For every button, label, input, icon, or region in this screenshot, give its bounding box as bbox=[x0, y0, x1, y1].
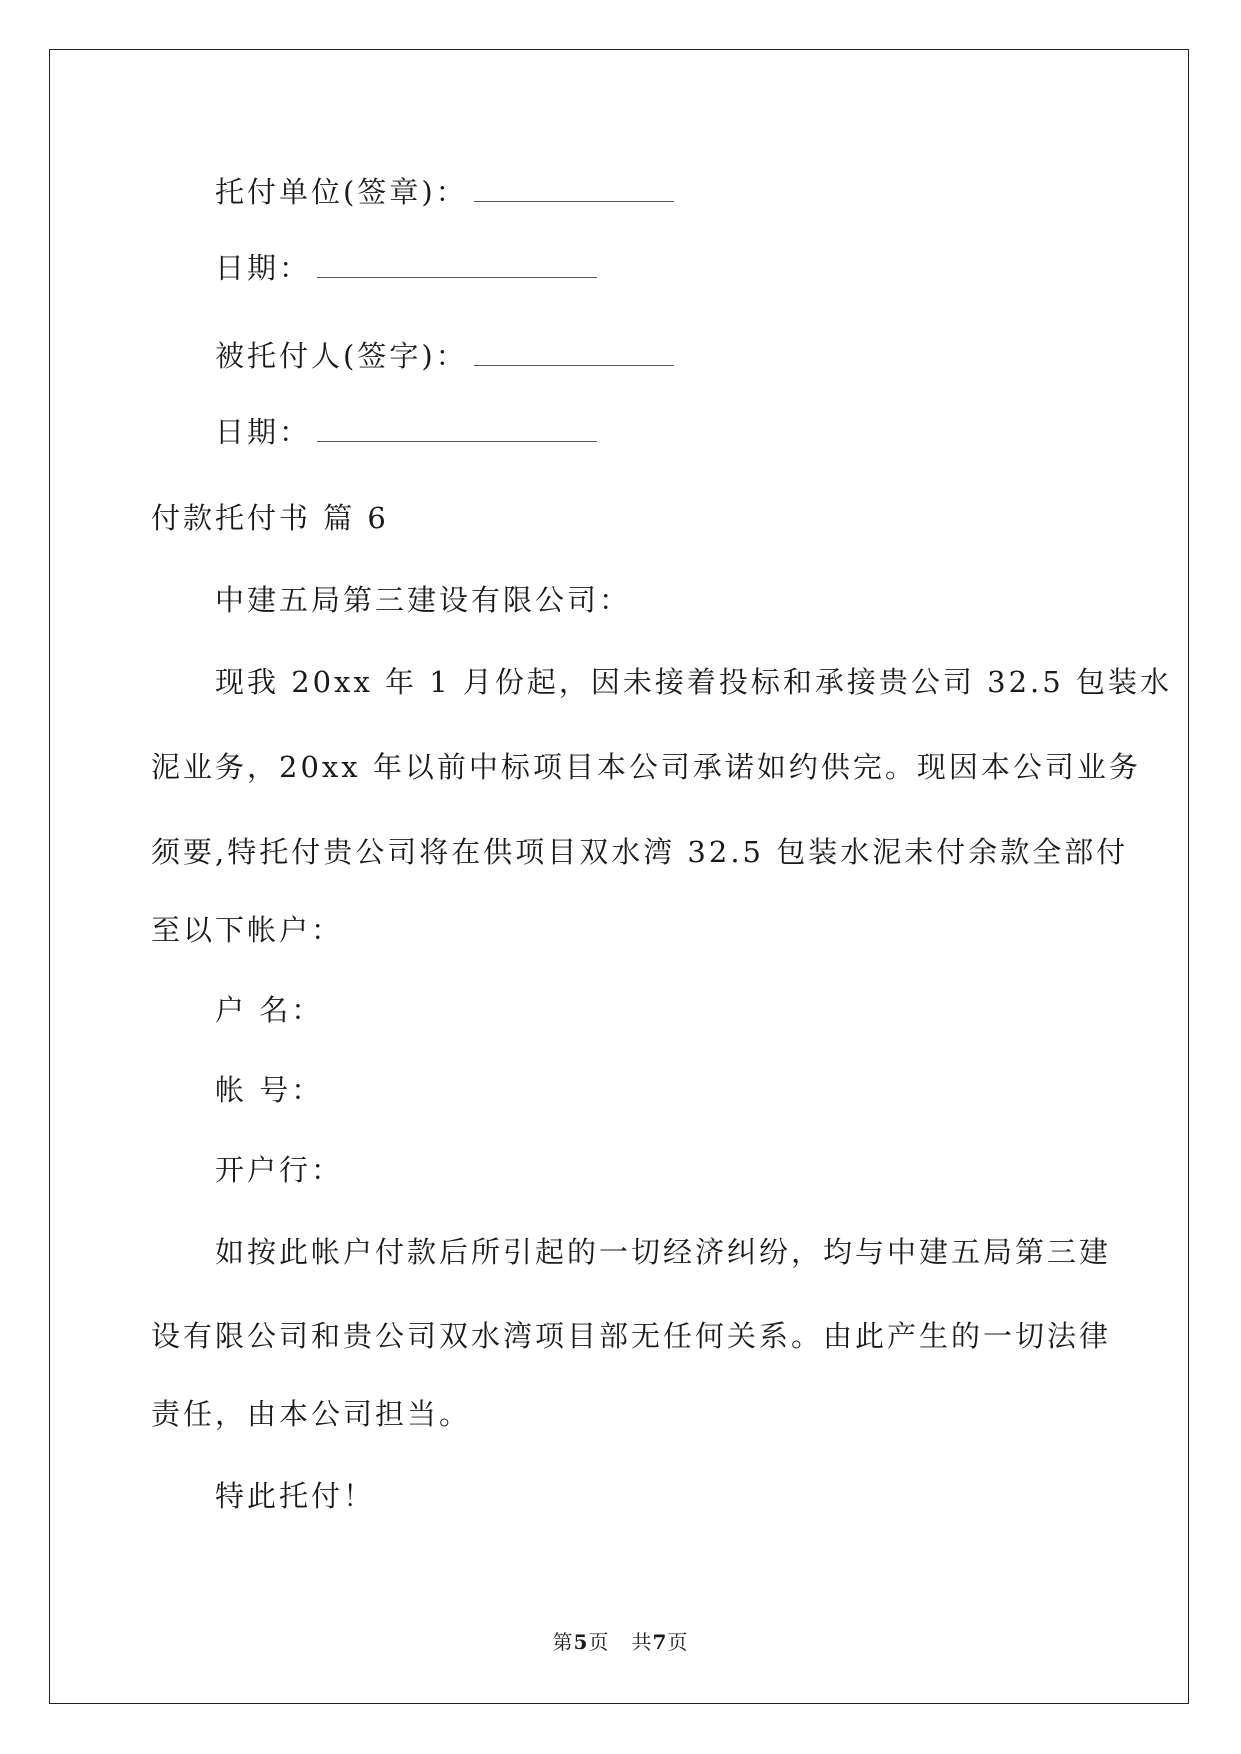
page-footer bbox=[0, 1626, 1241, 1655]
entrusting-unit-blank bbox=[474, 179, 674, 202]
date-line-2 bbox=[215, 412, 597, 452]
entrusting-unit-label: 托付单位(签章)： bbox=[215, 175, 468, 209]
disclaimer-line-2: 设有限公司和贵公司双水湾项目部无任何关系。由此产生的一切法律 bbox=[151, 1319, 1112, 1353]
closing-line: 特此托付！ bbox=[215, 1479, 376, 1513]
page-frame bbox=[49, 49, 1189, 1704]
body-line-3: 须要,特托付贵公司将在供项目双水湾 32.5 包装水泥未付余款全部付 bbox=[151, 835, 1129, 869]
body-line-2: 泥业务，20xx 年以前中标项目本公司承诺如约供完。现因本公司业务 bbox=[151, 750, 1141, 784]
date-blank-1 bbox=[317, 255, 597, 278]
date-label-2: 日期： bbox=[215, 415, 312, 449]
footer-current-page: 5 bbox=[573, 1630, 589, 1654]
entrusted-person-blank bbox=[474, 343, 674, 366]
disclaimer-line-1: 如按此帐户付款后所引起的一切经济纠纷，均与中建五局第三建 bbox=[215, 1235, 1112, 1269]
footer-total-prefix: 共 bbox=[631, 1630, 653, 1654]
footer-total-pages: 7 bbox=[652, 1630, 668, 1654]
date-label-1: 日期： bbox=[215, 251, 312, 285]
body-line-4: 至以下帐户： bbox=[151, 913, 344, 947]
addressee: 中建五局第三建设有限公司： bbox=[215, 583, 632, 617]
disclaimer-line-3: 责任，由本公司担当。 bbox=[151, 1397, 472, 1431]
bank-label: 开户行： bbox=[215, 1153, 344, 1187]
body-line-1: 现我 20xx 年 1 月份起，因未接着投标和承接贵公司 32.5 包装水 bbox=[215, 665, 1172, 699]
account-number-label: 帐 号： bbox=[215, 1073, 324, 1107]
section-heading: 付款托付书 篇 6 bbox=[151, 501, 389, 535]
entrusting-unit-line bbox=[215, 172, 674, 212]
footer-page-suffix: 页 bbox=[588, 1630, 610, 1654]
account-name-label: 户 名： bbox=[215, 993, 324, 1027]
date-line-1 bbox=[215, 248, 597, 288]
entrusted-person-label: 被托付人(签字)： bbox=[215, 339, 468, 373]
date-blank-2 bbox=[317, 419, 597, 442]
entrusted-person-line bbox=[215, 336, 674, 376]
footer-prefix: 第 bbox=[552, 1630, 574, 1654]
footer-total-suffix: 页 bbox=[667, 1630, 689, 1654]
